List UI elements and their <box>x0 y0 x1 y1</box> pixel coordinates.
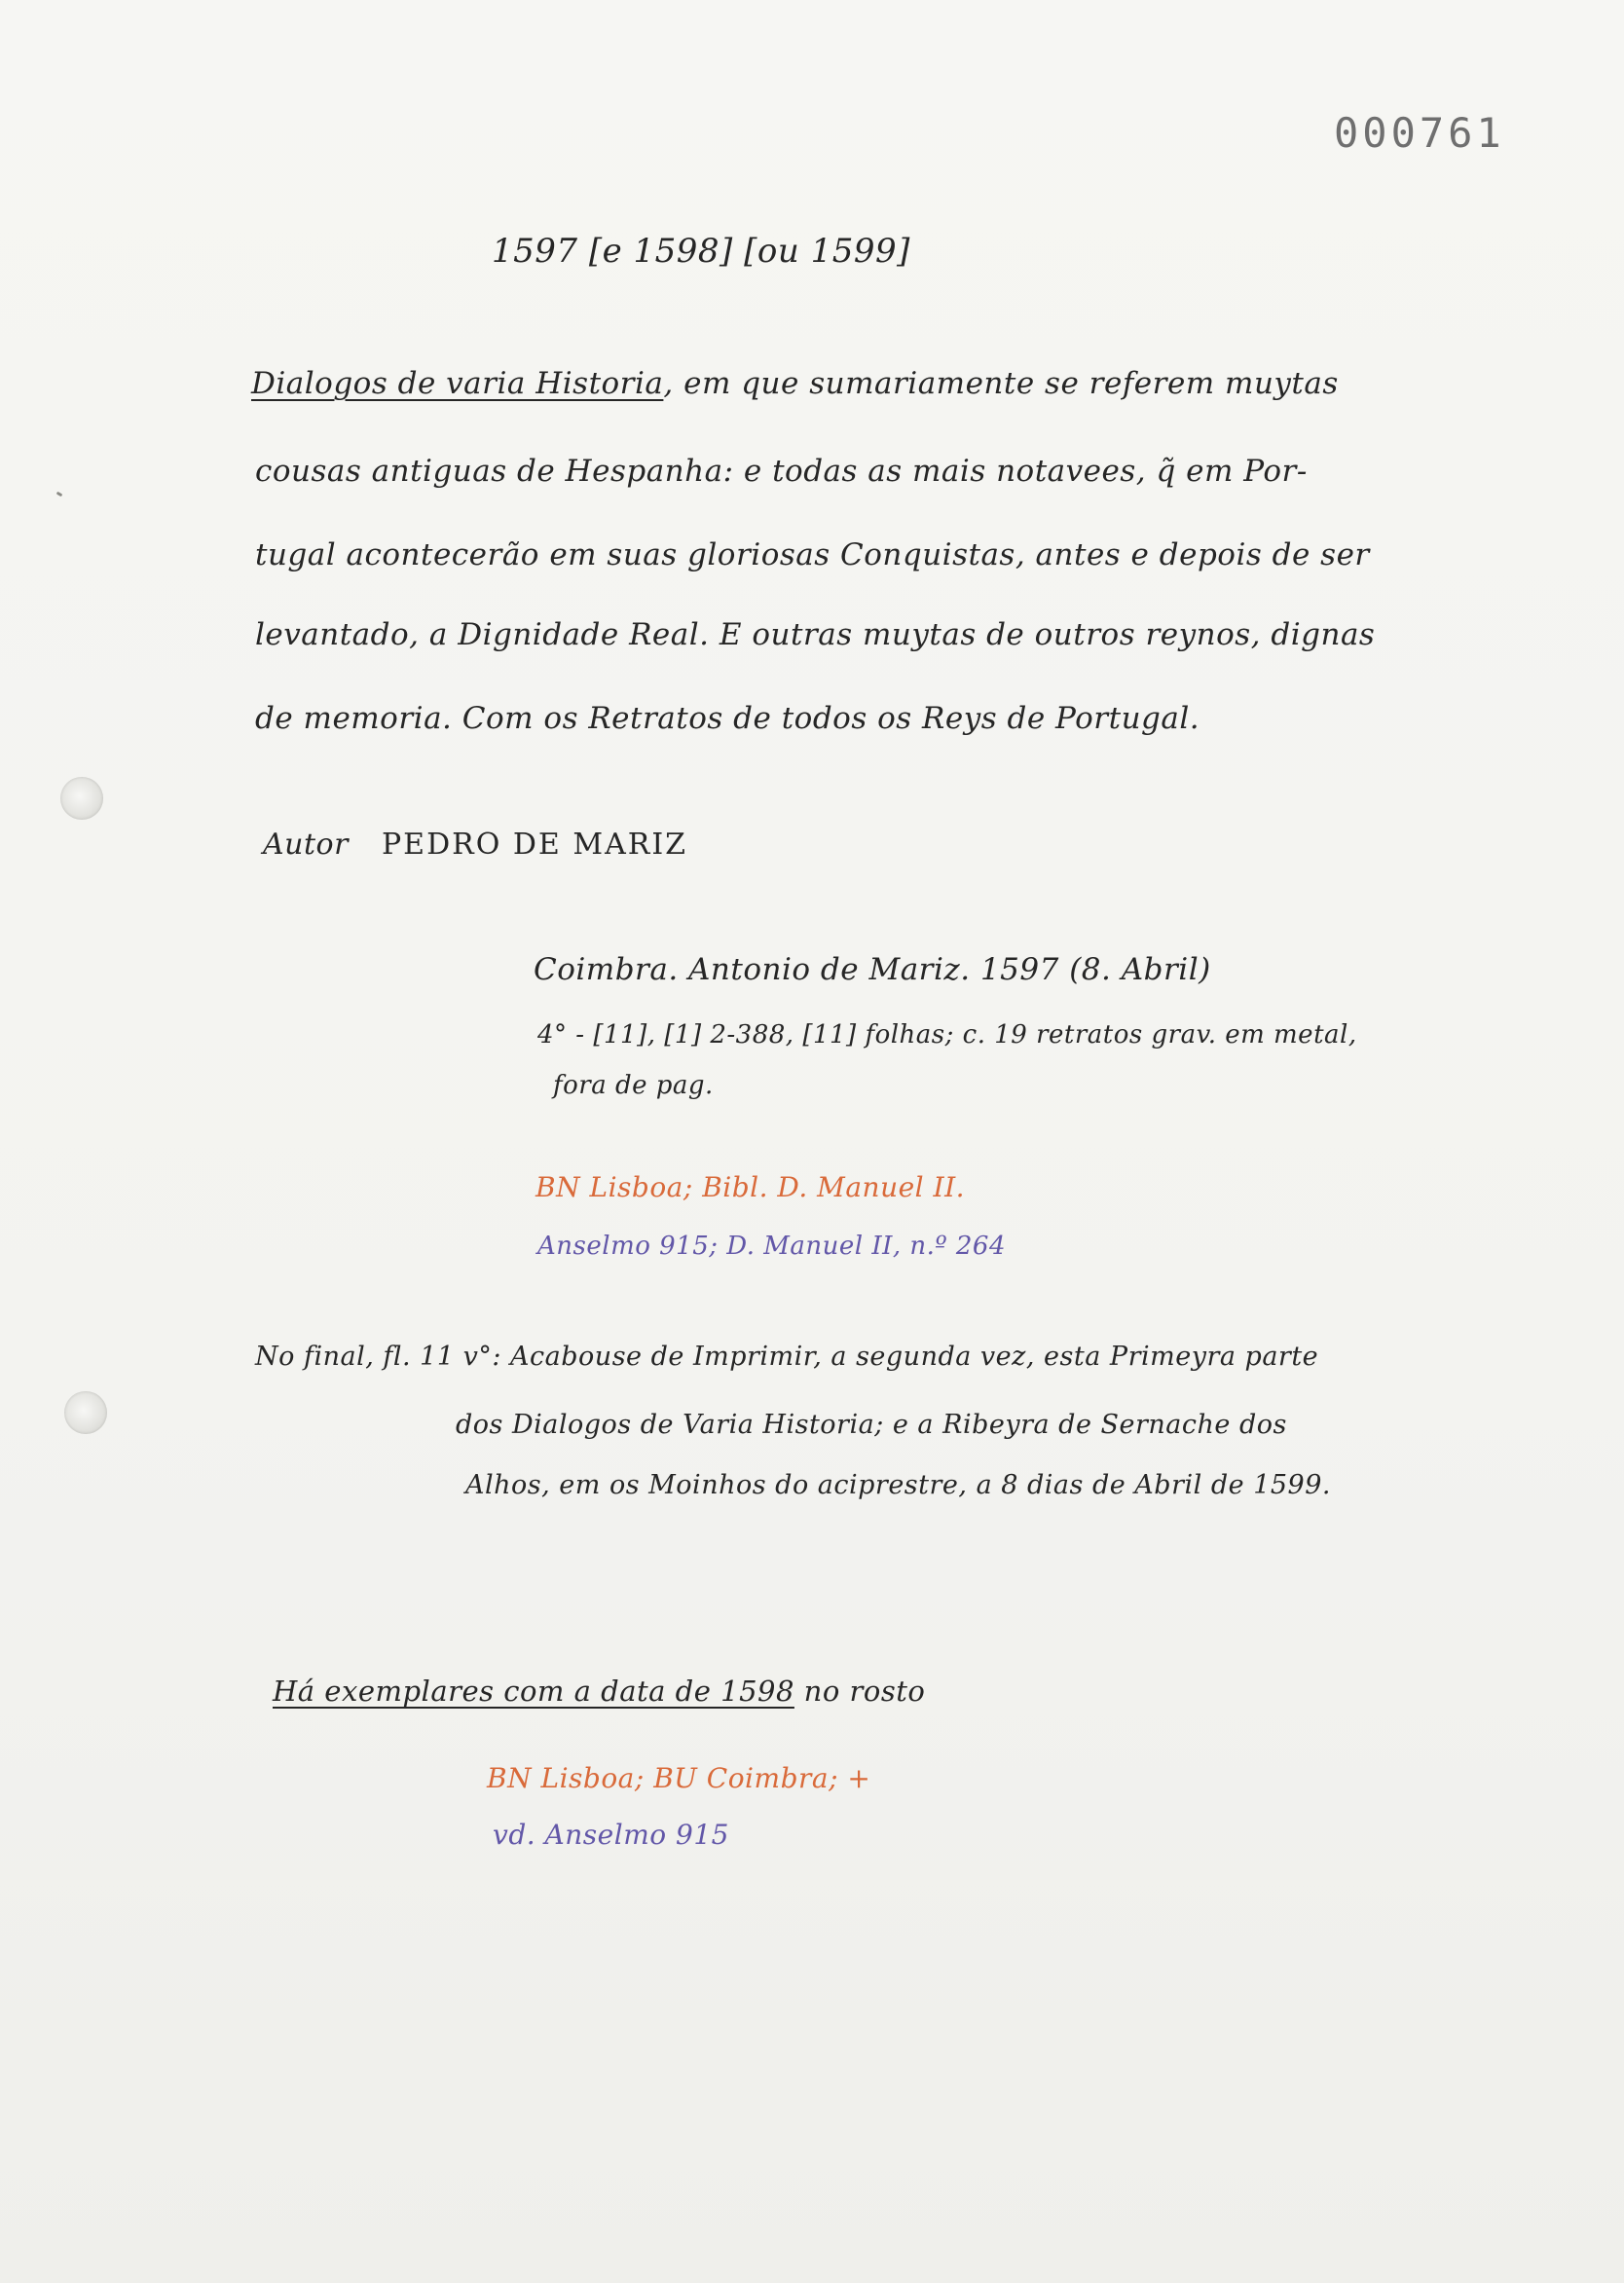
title-line-2: cousas antiguas de Hespanha: e todas as mais notavees, q̃ em Por- <box>255 454 1308 489</box>
title-line-1-rest: , em que sumariamente se referem muytas <box>663 366 1339 401</box>
author-label: Autor <box>263 828 349 862</box>
title-line-1 <box>251 366 1339 401</box>
variant-underlined: Há exemplares com a data de 1598 <box>273 1675 794 1708</box>
holdings-blue: Anselmo 915; D. Manuel II, n.º 264 <box>537 1232 1007 1261</box>
punch-hole-top <box>60 777 103 820</box>
holdings-red: BN Lisboa; Bibl. D. Manuel II. <box>535 1171 966 1203</box>
variant-line <box>273 1675 925 1708</box>
imprint-line-1: Coimbra. Antonio de Mariz. 1597 (8. Abril) <box>534 952 1211 987</box>
author-line <box>263 828 687 862</box>
variant-rest: no rosto <box>794 1675 926 1708</box>
title-line-4: levantado, a Dignidade Real. E outras muytas de outros reynos, dignas <box>255 617 1376 652</box>
author-name: PEDRO DE MARIZ <box>382 828 688 862</box>
variant-holdings-red: BN Lisboa; BU Coimbra; + <box>487 1762 871 1794</box>
title-line-5: de memoria. Com os Retratos de todos os Reys de Portugal. <box>255 701 1200 736</box>
paper-speck <box>56 492 63 497</box>
colophon-line-1: No final, fl. 11 v°: Acabouse de Imprimir, a segunda vez, esta Primeyra parte <box>255 1342 1319 1372</box>
variant-holdings-blue: vd. Anselmo 915 <box>493 1819 729 1851</box>
archive-stamp-number: 000761 <box>1334 109 1505 157</box>
date-heading: 1597 [e 1598] [ou 1599] <box>492 232 910 271</box>
colophon-line-3: Alhos, em os Moinhos do aciprestre, a 8 dias de Abril de 1599. <box>465 1470 1331 1500</box>
imprint-line-3: fora de pag. <box>553 1071 714 1100</box>
title-underlined: Dialogos de varia Historia <box>251 366 664 401</box>
imprint-line-2: 4° - [11], [1] 2-388, [11] folhas; c. 19 retratos grav. em metal, <box>537 1020 1357 1049</box>
punch-hole-bottom <box>64 1391 107 1434</box>
title-line-3: tugal acontecerão em suas gloriosas Conquistas, antes e depois de ser <box>255 537 1370 572</box>
colophon-line-2: dos Dialogos de Varia Historia; e a Ribeyra de Sernache dos <box>456 1410 1287 1440</box>
